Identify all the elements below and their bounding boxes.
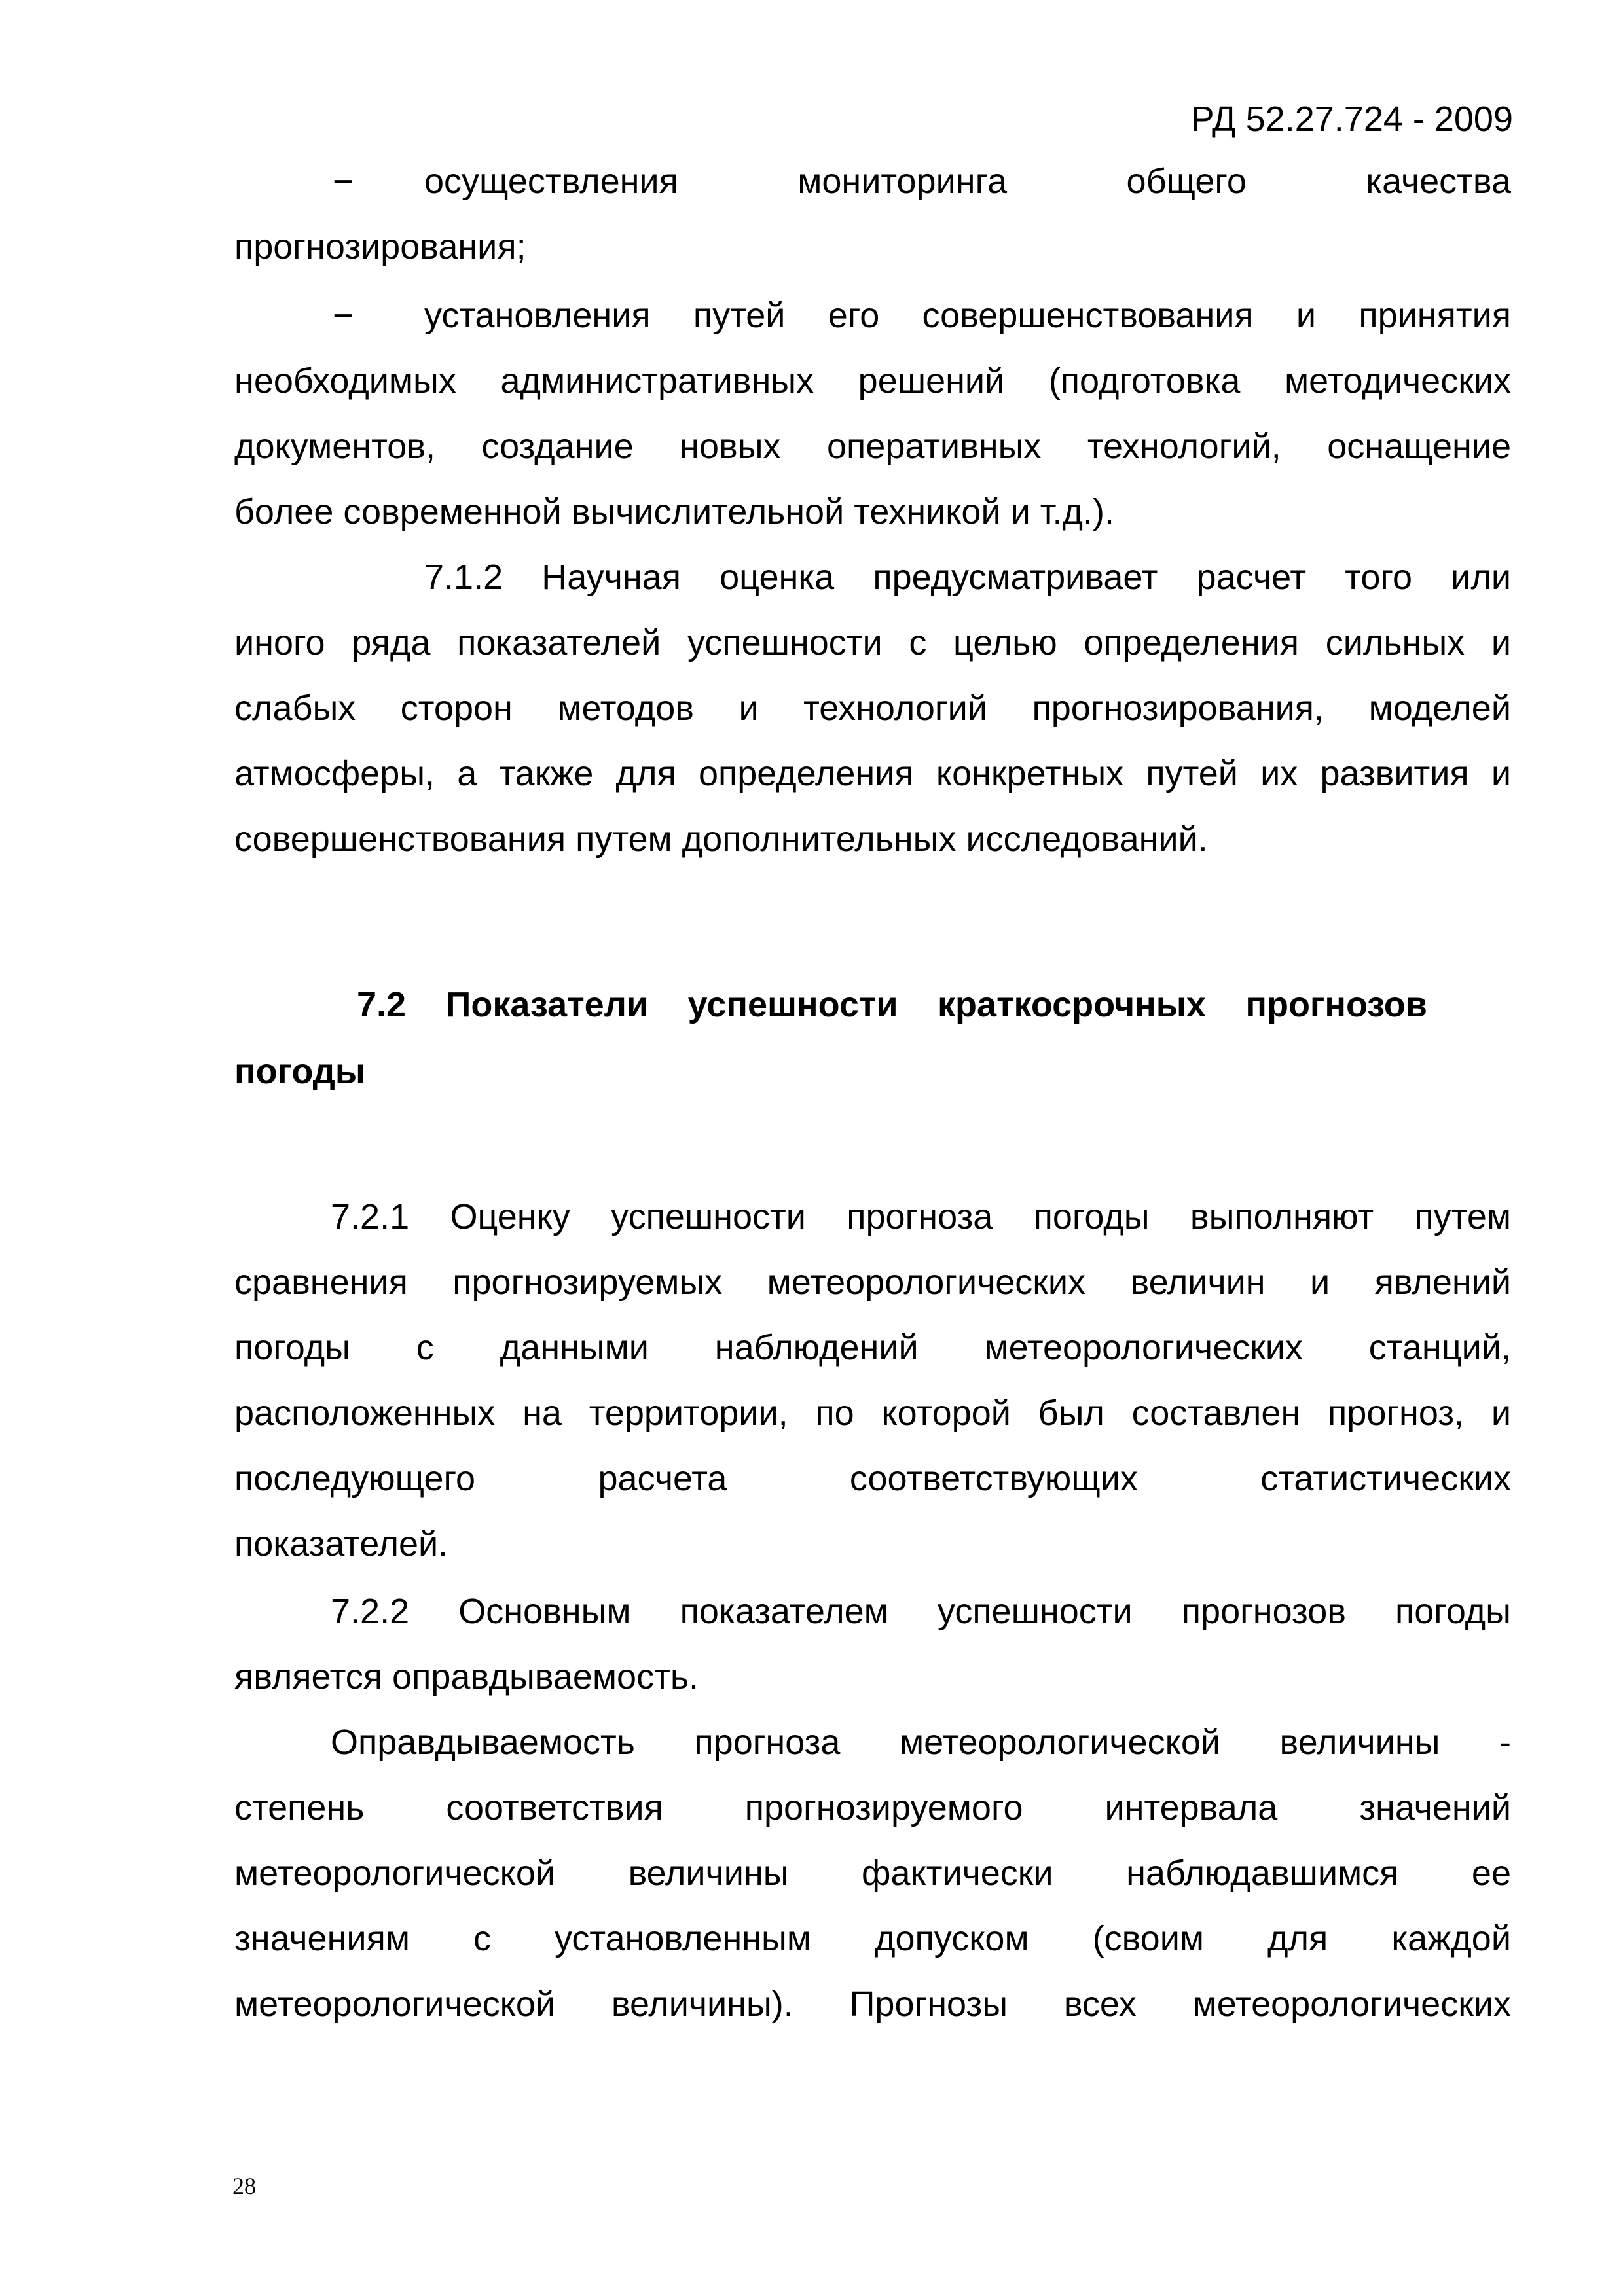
list-item xyxy=(234,295,1511,336)
paragraph-line: 7.2.2 Основным показателем успешности прогнозов погоды xyxy=(331,1592,1511,1631)
list-item-continuation: документов, создание новых оперативных технологий, оснащение xyxy=(234,427,1511,466)
paragraph-line: показателей. xyxy=(234,1524,448,1564)
page-number: 28 xyxy=(232,2173,256,2199)
paragraph-line: погоды с данными наблюдений метеорологических станций, xyxy=(234,1328,1511,1367)
list-item xyxy=(234,160,1511,202)
paragraph-line: является оправдываемость. xyxy=(234,1657,699,1696)
list-item-continuation: необходимых административных решений (подготовка методических xyxy=(234,361,1511,401)
paragraph-line: слабых сторон методов и технологий прогнозирования, моделей xyxy=(234,689,1511,728)
paragraph-line: расположенных на территории, по которой был составлен прогноз, и xyxy=(234,1393,1511,1433)
paragraph-line: совершенствования путем дополнительных исследований. xyxy=(234,819,1208,859)
paragraph-line: метеорологической величины фактически наблюдавшимся ее xyxy=(234,1854,1511,1893)
paragraph-line: последующего расчета соответствующих статистических xyxy=(234,1459,1511,1498)
section-heading-line-2: погоды xyxy=(234,1052,366,1091)
list-dash-marker: − xyxy=(333,296,354,335)
list-item-continuation: более современной вычислительной техникой и т.д.). xyxy=(234,492,1115,531)
document-code-header: РД 52.27.724 - 2009 xyxy=(1190,99,1513,139)
paragraph-line: 7.2.1 Оценку успешности прогноза погоды выполняют путем xyxy=(331,1197,1511,1236)
paragraph-line: сравнения прогнозируемых метеорологических величин и явлений xyxy=(234,1263,1511,1302)
paragraph-line: Оправдываемость прогноза метеорологической величины - xyxy=(331,1723,1511,1762)
list-item-text: установления путей его совершенствования и принятия xyxy=(424,296,1511,335)
list-item-text: осуществления мониторинга общего качества xyxy=(424,162,1511,201)
paragraph-line: метеорологической величины). Прогнозы всех метеорологических xyxy=(234,1984,1511,2024)
paragraph-line: степень соответствия прогнозируемого интервала значений xyxy=(234,1788,1511,1827)
paragraph-line: иного ряда показателей успешности с целью определения сильных и xyxy=(234,623,1511,662)
paragraph-line: значениям с установленным допуском (своим для каждой xyxy=(234,1919,1511,1958)
paragraph-line: атмосферы, а также для определения конкретных путей их развития и xyxy=(234,754,1511,793)
list-item-continuation: прогнозирования; xyxy=(234,227,526,266)
paragraph-line: 7.1.2 Научная оценка предусматривает расчет того или xyxy=(424,558,1511,597)
list-dash-marker: − xyxy=(333,162,354,201)
section-heading-line-1: 7.2 Показатели успешности краткосрочных прогнозов xyxy=(357,985,1427,1024)
